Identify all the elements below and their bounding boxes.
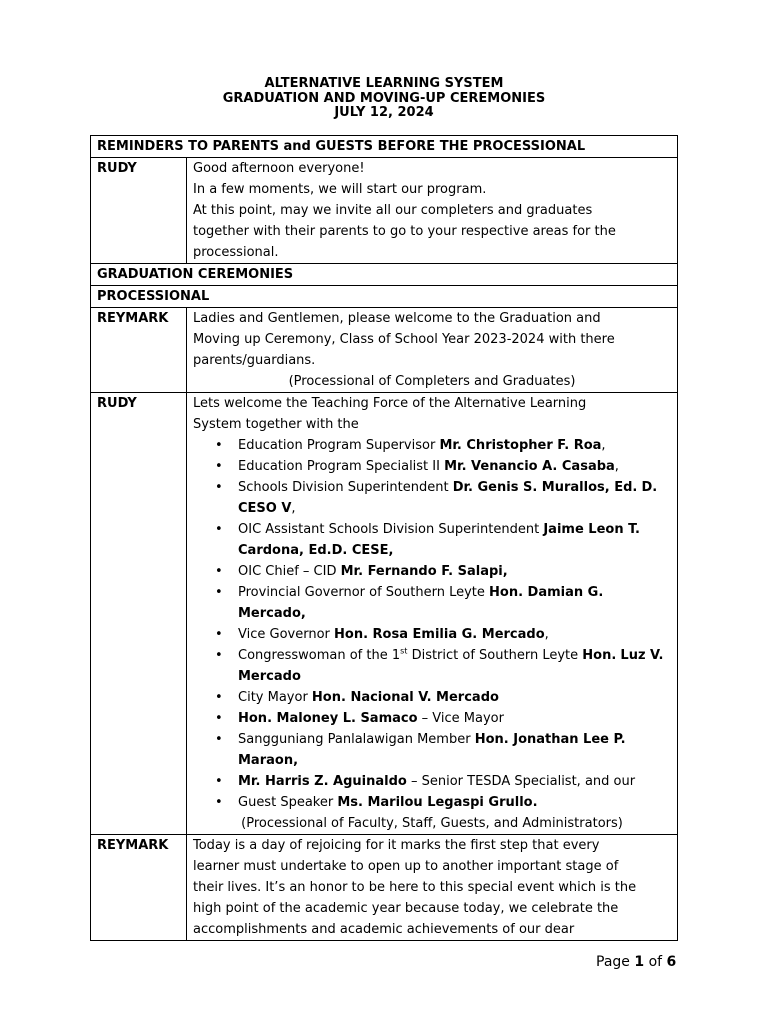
guest-list <box>193 435 671 813</box>
guest-list-item <box>193 708 671 729</box>
guest-name: Hon. <box>582 648 617 663</box>
guest-name: Mr. Harris Z. Aguinaldo <box>238 774 407 789</box>
guest-list-item <box>193 435 671 456</box>
speaker-cell: REYMARK <box>91 308 187 393</box>
guest-name: Mercado, <box>238 606 306 621</box>
guest-title: Vice Governor <box>238 627 335 642</box>
table-row <box>91 158 678 264</box>
stage-direction: (Processional of Faculty, Staff, Guests, and Administrators) <box>241 816 623 831</box>
header-subtitle: GRADUATION AND MOVING-UP CEREMONIES <box>222 90 546 106</box>
bullet-icon: • <box>215 690 223 705</box>
bullet-icon: • <box>215 522 223 537</box>
page-current: 1 <box>634 954 645 970</box>
script-line: accomplishments and academic achievements of our dear <box>193 922 575 937</box>
guest-title: OIC Assistant Schools Division Superintendent <box>238 522 544 537</box>
page-number <box>596 954 676 970</box>
guest-name: Hon. Maloney L. Samaco <box>238 711 418 726</box>
guest-role: – Senior TESDA Specialist, and our <box>406 774 636 789</box>
table-row <box>91 308 678 393</box>
script-line: Today is a day of rejoicing for it marks the first step that every <box>193 838 600 853</box>
section-heading: PROCESSIONAL <box>91 286 678 308</box>
guest-name: Cardona, Ed.D. CESE, <box>238 543 394 558</box>
guest-list-item <box>193 771 671 792</box>
speaker-cell: REYMARK <box>91 835 187 941</box>
guest-list-item <box>193 624 671 645</box>
guest-list-item <box>193 561 671 582</box>
guest-name: Mr. Venancio A. Casaba <box>444 459 615 474</box>
script-line: At this point, may we invite all our completers and graduates <box>193 203 593 218</box>
guest-title: Sangguniang Panlalawigan Member <box>238 732 475 747</box>
script-line: Lets welcome the Teaching Force of the Alternative Learning <box>193 396 587 411</box>
guest-role: , <box>601 438 606 453</box>
script-cell <box>187 158 678 264</box>
guest-name: Hon. Damian G. <box>489 585 604 600</box>
guest-name: Hon. Nacional V. Mercado <box>311 690 499 705</box>
program-script-table <box>90 135 678 941</box>
bullet-icon: • <box>215 564 223 579</box>
page-of-label: of <box>648 954 663 970</box>
guest-name: Jaime Leon T. <box>543 522 640 537</box>
script-line: Good afternoon everyone! <box>193 161 365 176</box>
guest-role: , <box>614 459 619 474</box>
table-row <box>91 286 678 308</box>
guest-title: Education Program Specialist II <box>238 459 445 474</box>
script-line: Moving up Ceremony, Class of School Year 2023-2024 with there <box>193 332 615 347</box>
script-line: high point of the academic year because today, we celebrate the <box>193 901 619 916</box>
guest-title: Education Program Supervisor <box>238 438 440 453</box>
section-heading: GRADUATION CEREMONIES <box>91 264 678 286</box>
header-title: ALTERNATIVE LEARNING SYSTEM <box>264 76 504 91</box>
table-row <box>91 835 678 941</box>
guest-title: OIC Chief – CID <box>238 564 341 579</box>
table-row <box>91 136 678 158</box>
bullet-icon: • <box>215 732 223 747</box>
guest-list-item <box>193 456 671 477</box>
table-row <box>91 264 678 286</box>
guest-name: D. CESO V <box>238 480 658 516</box>
guest-list-item <box>193 792 671 813</box>
script-line: Ladies and Gentlemen, please welcome to the Graduation and <box>193 311 601 326</box>
guest-list-item <box>193 519 671 561</box>
script-line: their lives. It’s an honor to be here to this special event which is the <box>193 880 637 895</box>
guest-title: Congresswoman of the 1 <box>238 648 401 663</box>
guest-title: Guest Speaker <box>238 795 338 810</box>
guest-title: Provincial Governor of Southern Leyte <box>238 585 490 600</box>
guest-name: Hon. Jonathan Lee P. <box>474 732 626 747</box>
bullet-icon: • <box>215 795 223 810</box>
guest-title: City Mayor <box>238 690 312 705</box>
guest-role: , <box>291 501 296 516</box>
script-line: learner must undertake to open up to another important stage of <box>193 859 619 874</box>
guest-list-item <box>193 645 671 687</box>
script-cell <box>187 393 678 835</box>
page-total: 6 <box>666 954 677 970</box>
guest-title: District of Southern Leyte <box>407 648 583 663</box>
bullet-icon: • <box>215 480 223 495</box>
bullet-icon: • <box>215 711 223 726</box>
script-line: together with their parents to go to your respective areas for the <box>193 224 616 239</box>
guest-list-item <box>193 687 671 708</box>
guest-name: Mr. Fernando F. Salapi, <box>340 564 508 579</box>
bullet-icon: • <box>215 774 223 789</box>
script-cell <box>187 308 678 393</box>
stage-direction: (Processional of Completers and Graduates) <box>288 374 576 389</box>
guest-name: Luz V. Mercado <box>238 648 664 684</box>
guest-name: Ms. Marilou Legaspi Grullo. <box>337 795 538 810</box>
guest-role: , <box>544 627 549 642</box>
reminders-heading: REMINDERS TO PARENTS and GUESTS BEFORE THE PROCESSIONAL <box>91 136 678 158</box>
guest-title: Schools Division Superintendent <box>238 480 453 495</box>
header-date: JULY 12, 2024 <box>334 105 434 120</box>
bullet-icon: • <box>215 585 223 600</box>
speaker-cell: RUDY <box>91 158 187 264</box>
guest-name: Hon. Rosa Emilia G. Mercado <box>334 627 545 642</box>
bullet-icon: • <box>215 438 223 453</box>
ordinal-suffix: st <box>400 646 408 656</box>
guest-name: Maraon, <box>238 753 299 768</box>
guest-list-item <box>193 582 671 624</box>
guest-list-item <box>193 729 671 771</box>
speaker-cell: RUDY <box>91 393 187 835</box>
script-cell <box>187 835 678 941</box>
bullet-icon: • <box>215 459 223 474</box>
bullet-icon: • <box>215 648 223 663</box>
script-line: processional. <box>193 245 279 260</box>
page-label: Page <box>596 954 630 970</box>
table-row <box>91 393 678 835</box>
script-line: parents/guardians. <box>193 353 316 368</box>
bullet-icon: • <box>215 627 223 642</box>
script-line: System together with the <box>193 417 359 432</box>
guest-name: Mr. Christopher F. Roa <box>439 438 602 453</box>
script-line: In a few moments, we will start our program. <box>193 182 487 197</box>
guest-name: Dr. Genis S. Murallos, Ed. <box>452 480 638 495</box>
guest-role: – Vice Mayor <box>417 711 504 726</box>
document-header <box>0 77 768 121</box>
guest-list-item <box>193 477 671 519</box>
